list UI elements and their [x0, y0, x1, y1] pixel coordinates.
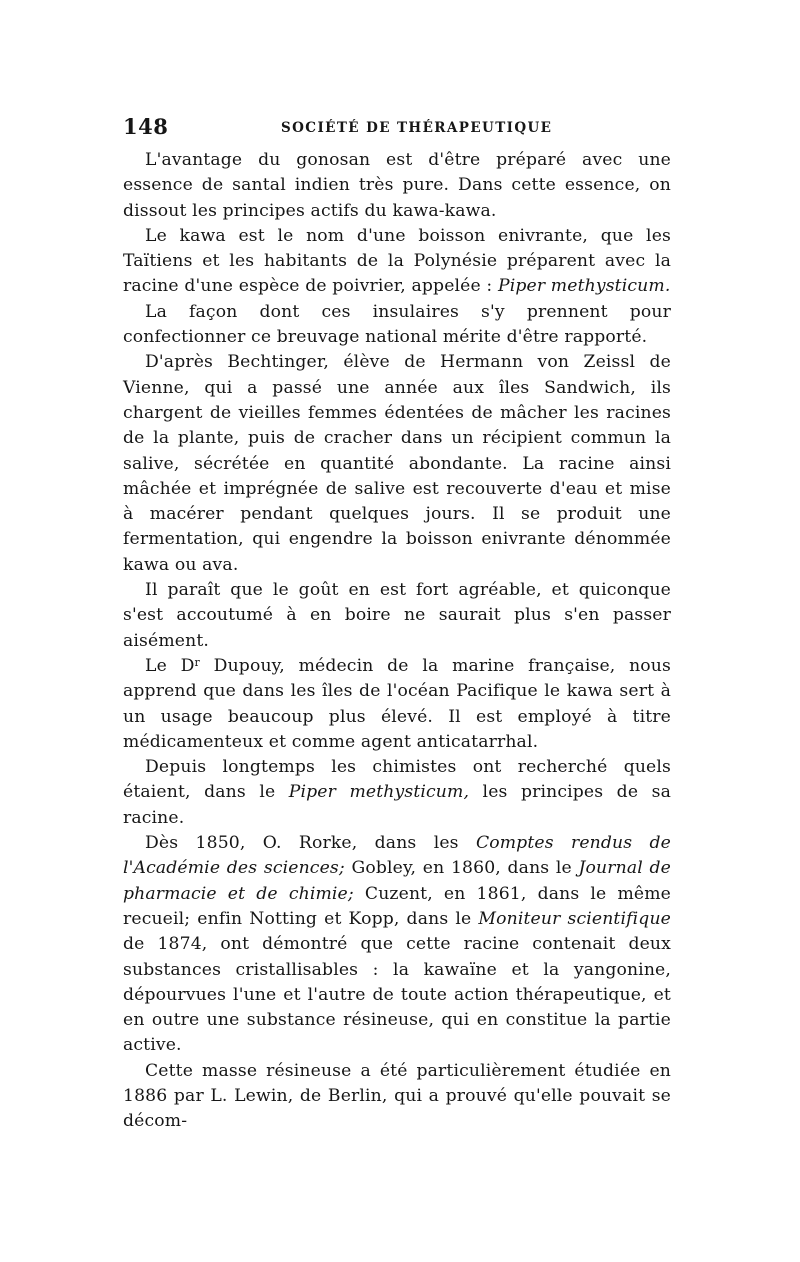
kawa-definition-text: Le kawa est le nom d'une boisson enivrante, que les Taïtiens et les habitants de la Polynésie préparent avec la racine d'une espèce de poivrier, appelée :	[123, 225, 671, 297]
chemists-text-start: Depuis longtemps les chimistes ont recherché quels étaient, dans le	[123, 757, 671, 803]
chemists-text-end: les principes de sa racine.	[123, 782, 671, 828]
citation-comptes-rendus: Comptes rendus de l'Académie des sciences;	[123, 833, 671, 879]
running-head	[123, 112, 671, 142]
citation-journal-pharmacie: Journal de pharmacie et de chimie;	[123, 858, 671, 904]
paragraph-chemists	[123, 755, 671, 831]
paragraph-lewin: Cette masse résineuse a été particulièrement étudiée en 1886 par L. Lewin, de Berlin, qui a prouvé qu'elle pouvait se décom-	[123, 1060, 671, 1132]
history-text-g: de 1874, ont démontré que cette racine contenait deux substances cristallisables : la kawaïne et la yangonine, dépourvues l'une et l'autre de toute action thérapeutique, et en outre une substance résineuse, qui en constitue la partie active.	[123, 934, 671, 1056]
journal-title: SOCIÉTÉ DE THÉRAPEUTIQUE	[281, 120, 553, 136]
citation-moniteur: Moniteur scientifique	[478, 908, 671, 929]
species-name-2: Piper methysticum,	[288, 782, 470, 803]
paragraph-kawa-definition	[123, 224, 671, 300]
doctor-abbrev-superscript: r	[194, 655, 200, 669]
dupouy-text: Dupouy, médecin de la marine française, nous apprend que dans les îles de l'océan Pacifique le kawa sert à un usage beaucoup plus élevé. Il est employé à titre médicamenteux et comme agent anticatarrhal.	[123, 655, 671, 752]
species-name: Piper methysticum.	[497, 276, 671, 297]
paragraph-preparation-intro: La façon dont ces insulaires s'y prennent pour confectionner ce breuvage national mérite d'être rapporté.	[123, 301, 671, 348]
paragraph-taste: Il paraît que le goût en est fort agréable, et quiconque s'est accoutumé à en boire ne saurait plus s'en passer aisément.	[123, 580, 671, 651]
history-text-e: Cuzent, en 1861, dans le même recueil; enfin Notting et Kopp, dans le	[123, 883, 671, 929]
page-number: 148	[123, 114, 169, 139]
paragraph-history	[123, 831, 671, 1059]
paragraph-dupouy	[123, 654, 671, 755]
doctor-abbrev: Le D	[145, 655, 195, 676]
book-page	[123, 112, 671, 1135]
paragraph-gonosan: L'avantage du gonosan est d'être préparé avec une essence de santal indien très pure. Dans cette essence, on dissout les principes actifs du kawa-kawa.	[123, 150, 671, 221]
history-text-c: Gobley, en 1860, dans le	[344, 858, 579, 879]
history-text-a: Dès 1850, O. Rorke, dans les	[145, 833, 476, 854]
paragraph-bechtinger: D'après Bechtinger, élève de Hermann von Zeissl de Vienne, qui a passé une année aux îles Sandwich, ils chargent de vieilles femmes édentées de mâcher les racines de la plante, puis de cracher dans un récipient commun la salive, sécrétée en quantité abondante. La racine ainsi mâchée et imprégnée de salive est recouverte d'eau et mise à macérer pendant quelques jours. Il se produit une fermentation, qui engendre la boisson enivrante dénommée kawa ou ava.	[123, 352, 671, 575]
